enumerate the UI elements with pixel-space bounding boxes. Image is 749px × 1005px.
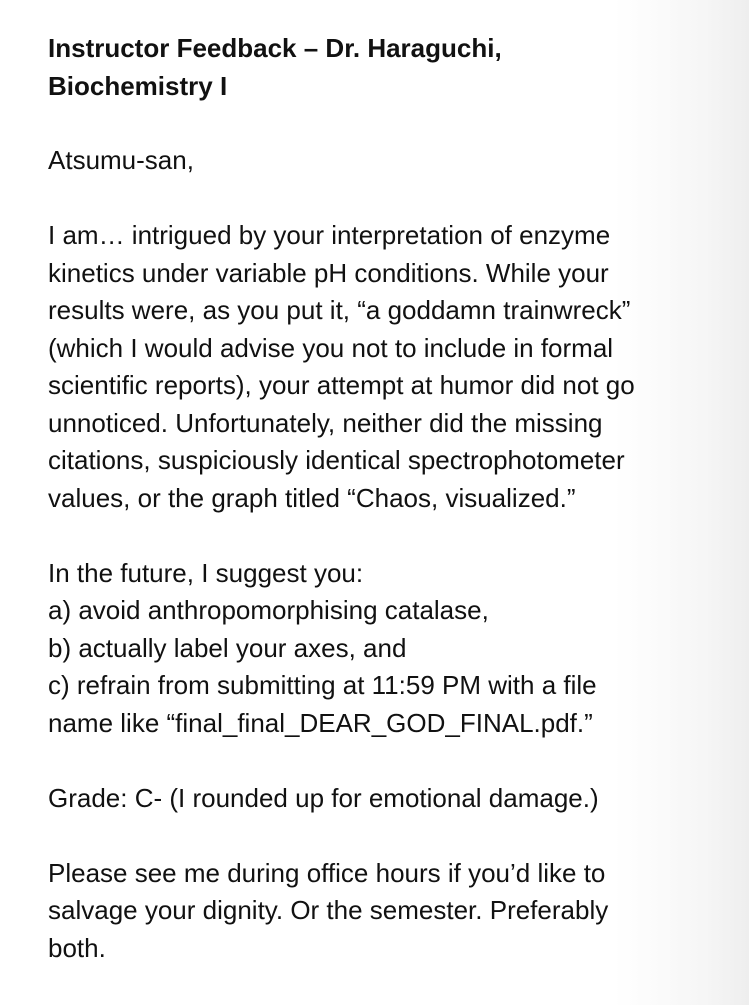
paragraph-line: kinetics under variable pH conditions. While your [48, 257, 609, 288]
grade-line: Grade: C- (I rounded up for emotional damage.) [48, 782, 599, 813]
suggestion-item: b) actually label your axes, and [48, 632, 407, 663]
paragraph-line: citations, suspiciously identical spectrophotometer [48, 445, 625, 475]
closing-line: salvage your dignity. Or the semester. Preferably [48, 895, 609, 925]
closing-paragraph [48, 855, 728, 968]
greeting-line: Atsumu-san, [48, 145, 194, 175]
paragraph-line: results were, as you put it, “a goddamn trainwreck” [48, 295, 631, 325]
suggestion-item: a) avoid anthropomorphising catalase, [48, 595, 489, 625]
greeting [48, 142, 728, 180]
suggestion-item: c) refrain from submitting at 11:59 PM with a file [48, 670, 597, 700]
paragraph-line: scientific reports), your attempt at humor did not go [48, 370, 635, 400]
title-line: Biochemistry I [48, 70, 228, 101]
paragraph-line: I am… intrigued by your interpretation of enzyme [48, 220, 611, 250]
suggestions-intro: In the future, I suggest you: [48, 557, 364, 588]
paragraph-line: unnoticed. Unfortunately, neither did the missing [48, 407, 603, 438]
paragraph-line: (which I would advise you not to include in formal [48, 332, 614, 363]
paragraph-feedback [48, 217, 728, 517]
suggestions-list [48, 555, 728, 743]
grade [48, 780, 728, 818]
closing-line: Please see me during office hours if you’d like to [48, 857, 606, 888]
feedback-note [48, 30, 728, 1005]
closing-line: both. [48, 932, 106, 963]
suggestion-item: name like “final_final_DEAR_GOD_FINAL.pdf.” [48, 707, 593, 738]
title-line: Instructor Feedback – Dr. Haraguchi, [48, 33, 502, 63]
paragraph-line: values, or the graph titled “Chaos, visualized.” [48, 482, 576, 513]
note-title [48, 30, 728, 105]
